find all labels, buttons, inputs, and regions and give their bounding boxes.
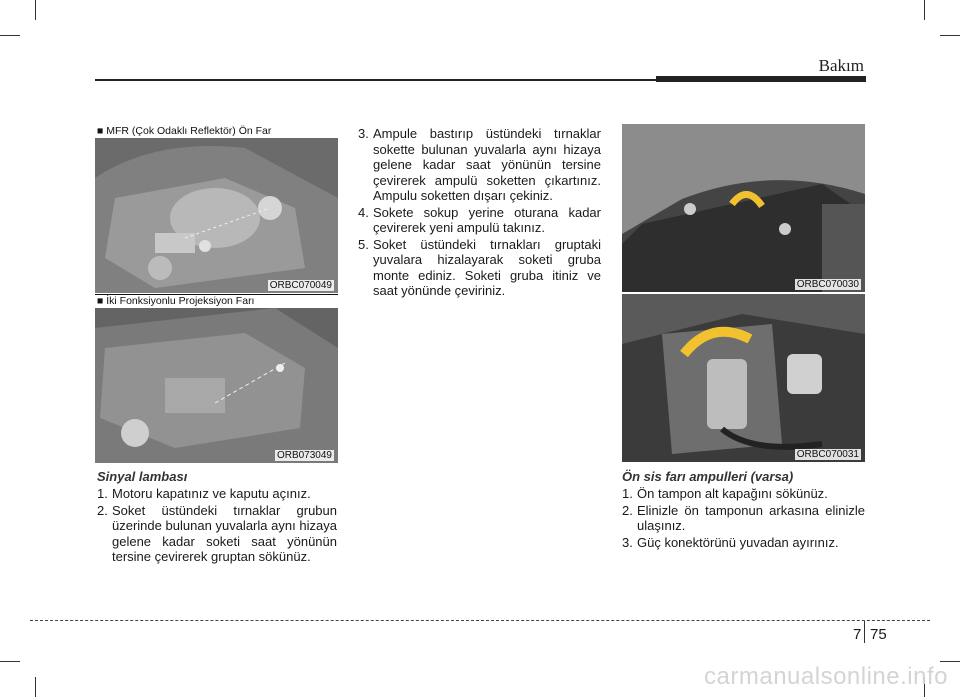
list-item: 1. Ön tampon alt kapağını sökünüz.	[622, 486, 828, 501]
headlamp-projection-illustration	[95, 308, 338, 463]
crop-mark	[940, 35, 960, 36]
crop-mark	[924, 0, 925, 20]
section-title: Bakım	[818, 56, 864, 75]
fog-connector-figure	[622, 294, 865, 462]
list-item: 2. Elinizle ön tamponun arkasına elinizle ulaşınız.	[622, 502, 865, 533]
figure-caption: ■ İki Fonksiyonlu Projeksiyon Farı	[97, 295, 255, 307]
section-heading: Ön sis farı ampulleri (varsa)	[622, 469, 794, 484]
figure-label: ORBC070030	[796, 279, 859, 290]
crop-mark	[0, 35, 20, 36]
fog-connector-illustration	[622, 294, 865, 462]
fog-cover-illustration	[622, 124, 865, 292]
figure-label: ORBC070049	[269, 280, 332, 291]
header-rule-accent	[656, 76, 866, 82]
watermark: carmanualsonline.info	[704, 663, 948, 690]
bulb-steps	[358, 126, 601, 300]
page-number: 75	[870, 626, 887, 643]
fog-cover-figure	[622, 124, 865, 292]
crop-mark	[35, 0, 36, 20]
crop-mark	[0, 661, 20, 662]
list-item: 2. Soket üstündeki tırnaklar grubun üzerinde bulunan yuvalarla aynı hizaya gelene kadar soketi saat yönünün tersine çevirerek gruptan sökünüz.	[97, 502, 337, 564]
figure-label: ORB073049	[276, 450, 332, 461]
list-item: 3. Güç konektörünü yuvadan ayırınız.	[622, 534, 839, 550]
fog-steps	[622, 486, 865, 551]
footer-rule	[30, 620, 930, 621]
figure-caption: ■ MFR (Çok Odaklı Reflektör) Ön Far	[97, 125, 272, 137]
page-number-divider	[864, 621, 865, 643]
list-item: 4. Sokete sokup yerine oturana kadar çevirerek yeni ampulü takınız.	[358, 204, 601, 235]
crop-mark	[35, 677, 36, 697]
headlamp-mfr-figure	[95, 138, 338, 293]
list-item: 1. Motoru kapatınız ve kaputu açınız.	[97, 486, 311, 501]
figure-label: ORBC070031	[796, 449, 859, 460]
chapter-number: 7	[853, 626, 862, 643]
signal-steps	[97, 486, 337, 566]
list-item: 3. Ampule bastırıp üstündeki tırnaklar sokette bulunan yuvalarla aynı hizaya gelene kadar saat yönünün tersine çevirerek ampulü soketten çıkartınız. Ampulu soketten dışarı çekiniz.	[358, 126, 601, 203]
list-item: 5. Soket üstündeki tırnakları gruptaki yuvalara hizalayarak soketi gruba monte ediniz. Soketi gruba itiniz ve saat yönünde çeviriniz.	[358, 236, 601, 298]
section-heading: Sinyal lambası	[97, 469, 188, 484]
headlamp-mfr-illustration	[95, 138, 338, 293]
headlamp-projection-figure	[95, 308, 338, 463]
crop-mark	[940, 661, 960, 662]
